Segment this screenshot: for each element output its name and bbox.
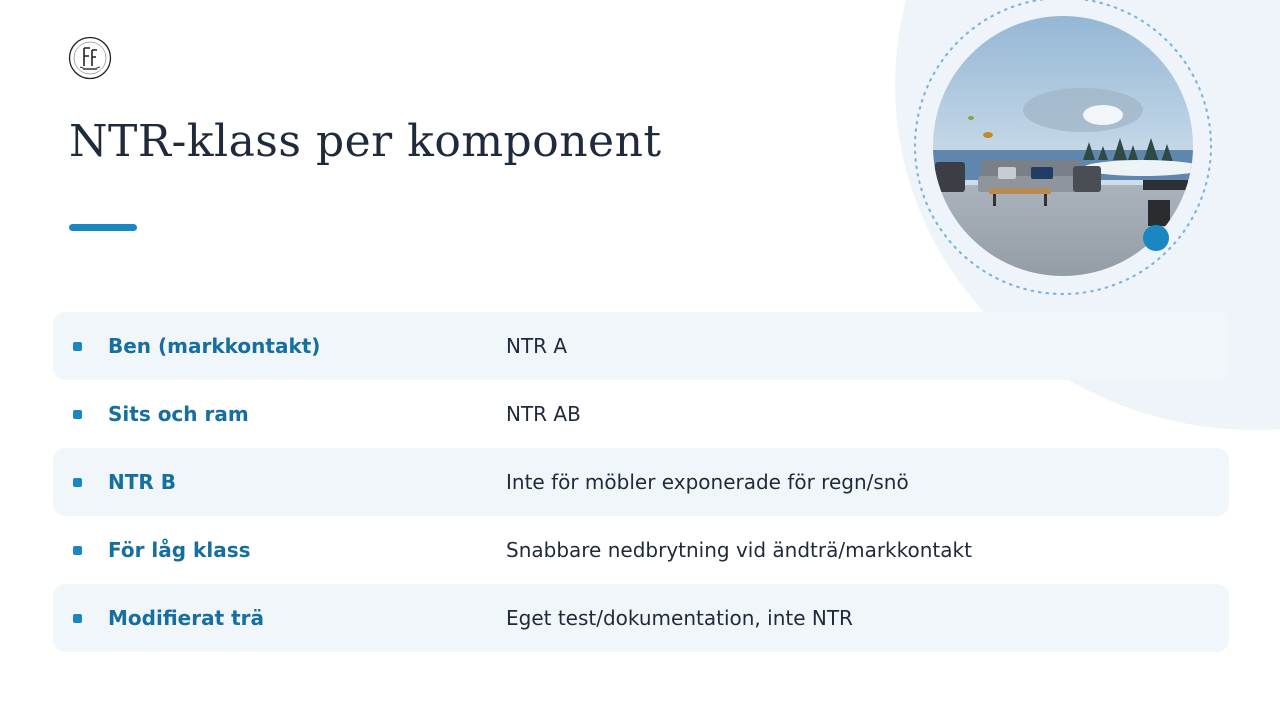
row-value: Eget test/dokumentation, inte NTR xyxy=(506,606,853,630)
row-label: Sits och ram xyxy=(108,402,249,426)
row-label: För låg klass xyxy=(108,538,251,562)
bullet-icon xyxy=(73,342,82,351)
row-value: Inte för möbler exponerade för regn/snö xyxy=(506,470,909,494)
page-title: NTR-klass per komponent xyxy=(69,116,662,167)
hero-image xyxy=(913,0,1213,300)
list-item xyxy=(53,584,1229,652)
list-item xyxy=(53,380,1229,448)
seal-logo-icon xyxy=(68,36,112,80)
list-item xyxy=(53,448,1229,516)
row-value: Snabbare nedbrytning vid ändträ/markkontakt xyxy=(506,538,972,562)
list-item xyxy=(53,516,1229,584)
bullet-icon xyxy=(73,478,82,487)
row-value: NTR A xyxy=(506,334,568,358)
title-accent-bar xyxy=(69,224,137,231)
list-item xyxy=(53,312,1229,380)
component-class-list xyxy=(53,312,1229,652)
row-value: NTR AB xyxy=(506,402,581,426)
row-label: NTR B xyxy=(108,470,176,494)
bullet-icon xyxy=(73,410,82,419)
row-label: Ben (markkontakt) xyxy=(108,334,321,358)
bullet-icon xyxy=(73,614,82,623)
row-label: Modifierat trä xyxy=(108,606,265,630)
bullet-icon xyxy=(73,546,82,555)
